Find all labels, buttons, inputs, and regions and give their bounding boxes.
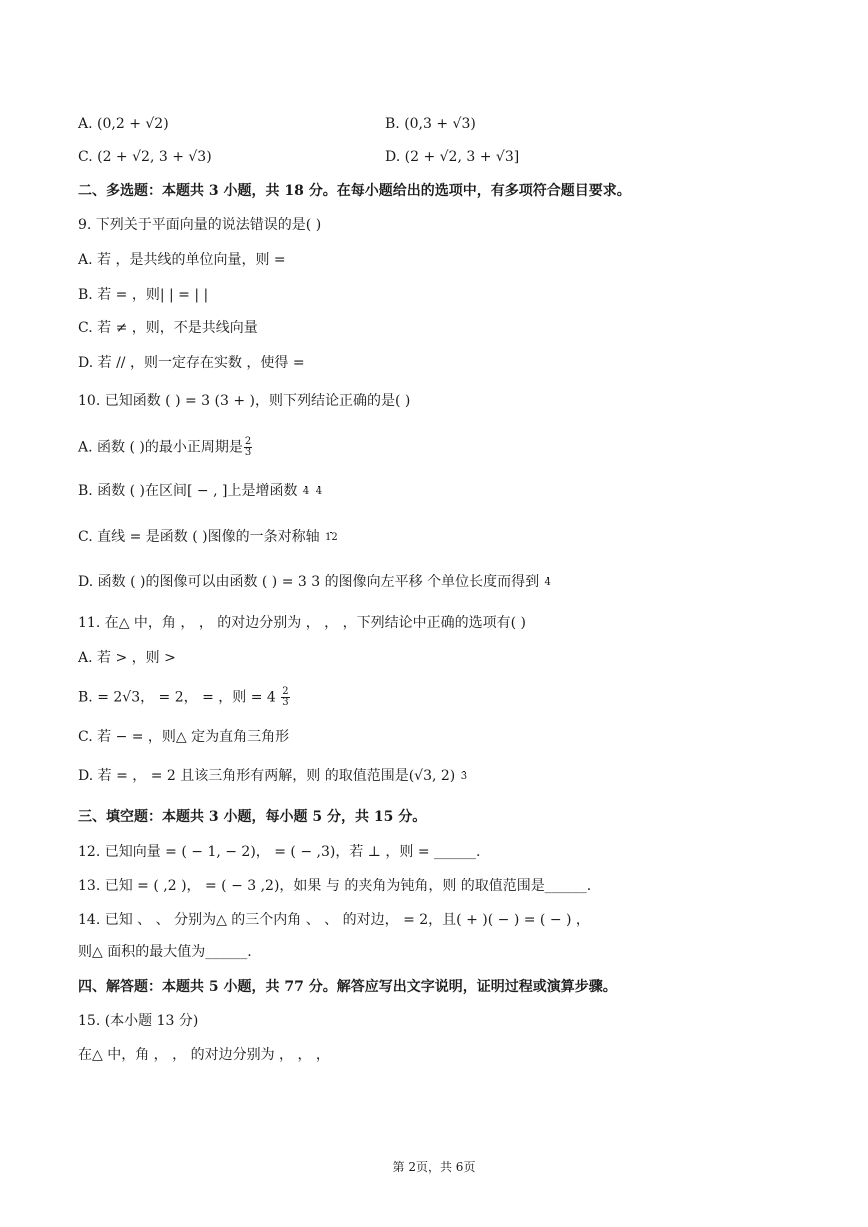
question-15: 15. (本小题 13 分) (78, 1013, 199, 1029)
q8-option-b: B. (0,3 + √3) (385, 116, 476, 132)
fraction-denominator: 4 (315, 485, 323, 497)
q10-option-a (78, 437, 253, 458)
section-3-heading: 三、填空题：本题共 3 小题，每小题 5 分，共 15 分。 (78, 809, 427, 825)
section-2-heading: 二、多选题：本题共 3 小题，共 18 分。在每小题给出的选项中，有多项符合题目要求。 (78, 183, 631, 199)
question-11: 11. 在△ 中，角 ， ， 的对边分别为 ， ， ，下列结论中正确的选项有( ) (78, 615, 527, 631)
question-9: 9. 下列关于平面向量的说法错误的是( ) (78, 217, 322, 233)
q11-option-d (78, 766, 468, 786)
q11-option-b (78, 687, 291, 708)
q8-option-a: A. (0,2 + √2) (78, 116, 169, 132)
q11-option-d-text: D. 若 = ， = 2 且该三角形有两解，则 的取值范围是(√3, 2) (78, 768, 456, 784)
fraction-denominator: 3 (282, 697, 289, 708)
q10-option-c (78, 527, 339, 547)
question-12: 12. 已知向量 = ( − 1, − 2)， = ( − ,3)，若 ⊥ ，则 = ______. (78, 844, 481, 860)
fraction-numerator: 2 (244, 436, 252, 447)
angle-fraction (281, 687, 289, 708)
q10-option-d-text: D. 函数 ( )的图像可以由函数 ( ) = 3 3 的图像向左平移 个单位长度而得到 (78, 574, 540, 590)
period-fraction (244, 437, 252, 458)
question-14: 14. 已知 、 、 分别为△ 的三个内角 、 、 的对边， = 2，且( + )( − ) = ( − ) ， (78, 912, 590, 928)
interval-left-fraction (303, 486, 309, 497)
q10-option-b (78, 481, 323, 501)
angle-fraction (461, 771, 467, 782)
question-13: 13. 已知 = ( ,2 )， = ( − 3 ,2)，如果 与 的夹角为钝角，则 的取值范围是______. (78, 878, 592, 894)
q10-option-c-text: C. 直线 = 是函数 ( )图像的一条对称轴 (78, 529, 320, 545)
q8-option-d: D. (2 + √2, 3 + √3] (385, 149, 520, 165)
q9-option-b: B. 若 = ，则| | = | | (78, 287, 209, 303)
fraction-denominator: 4 (544, 576, 551, 588)
q11-option-b-text: B. = 2√3， = 2， = ，则 = 4 (78, 689, 276, 706)
fraction-denominator: 3 (244, 447, 252, 458)
q9-option-d: D. 若 // ，则一定存在实数 ，使得 = (78, 355, 305, 371)
fraction-denominator: 4 (302, 485, 310, 497)
q10-option-b-text: B. 函数 ( )在区间[ − , ]上是增函数 (78, 483, 298, 499)
q8-option-c: C. (2 + √2, 3 + √3) (78, 149, 212, 165)
section-4-heading: 四、解答题：本题共 5 小题，共 77 分。解答应写出文字说明，证明过程或演算步骤。 (78, 979, 617, 995)
shift-fraction (545, 577, 551, 588)
q10-option-d (78, 572, 552, 592)
q9-option-c: C. 若 ≠ ，则，不是共线向量 (78, 320, 258, 336)
q11-option-a: A. 若 > ，则 > (78, 650, 176, 666)
q9-option-a: A. 若 ，是共线的单位向量，则 = (78, 252, 286, 268)
question-10: 10. 已知函数 ( ) = 3 (3 + )，则下列结论正确的是( ) (78, 393, 411, 409)
q11-option-c: C. 若 − = ，则△ 定为直角三角形 (78, 729, 290, 745)
q10-option-a-text: A. 函数 ( )的最小正周期是 (78, 439, 243, 456)
interval-right-fraction (316, 486, 322, 497)
fraction-denominator: 12 (325, 531, 338, 543)
question-14-continued: 则△ 面积的最大值为______. (78, 944, 252, 960)
question-15-text: 在△ 中，角 ， ， 的对边分别为 ， ， ， (78, 1047, 330, 1063)
fraction-denominator: 3 (460, 770, 468, 782)
axis-fraction (325, 532, 338, 543)
page-footer: 第 2页，共 6页 (392, 1160, 476, 1174)
fraction-numerator: 2 (282, 686, 289, 697)
